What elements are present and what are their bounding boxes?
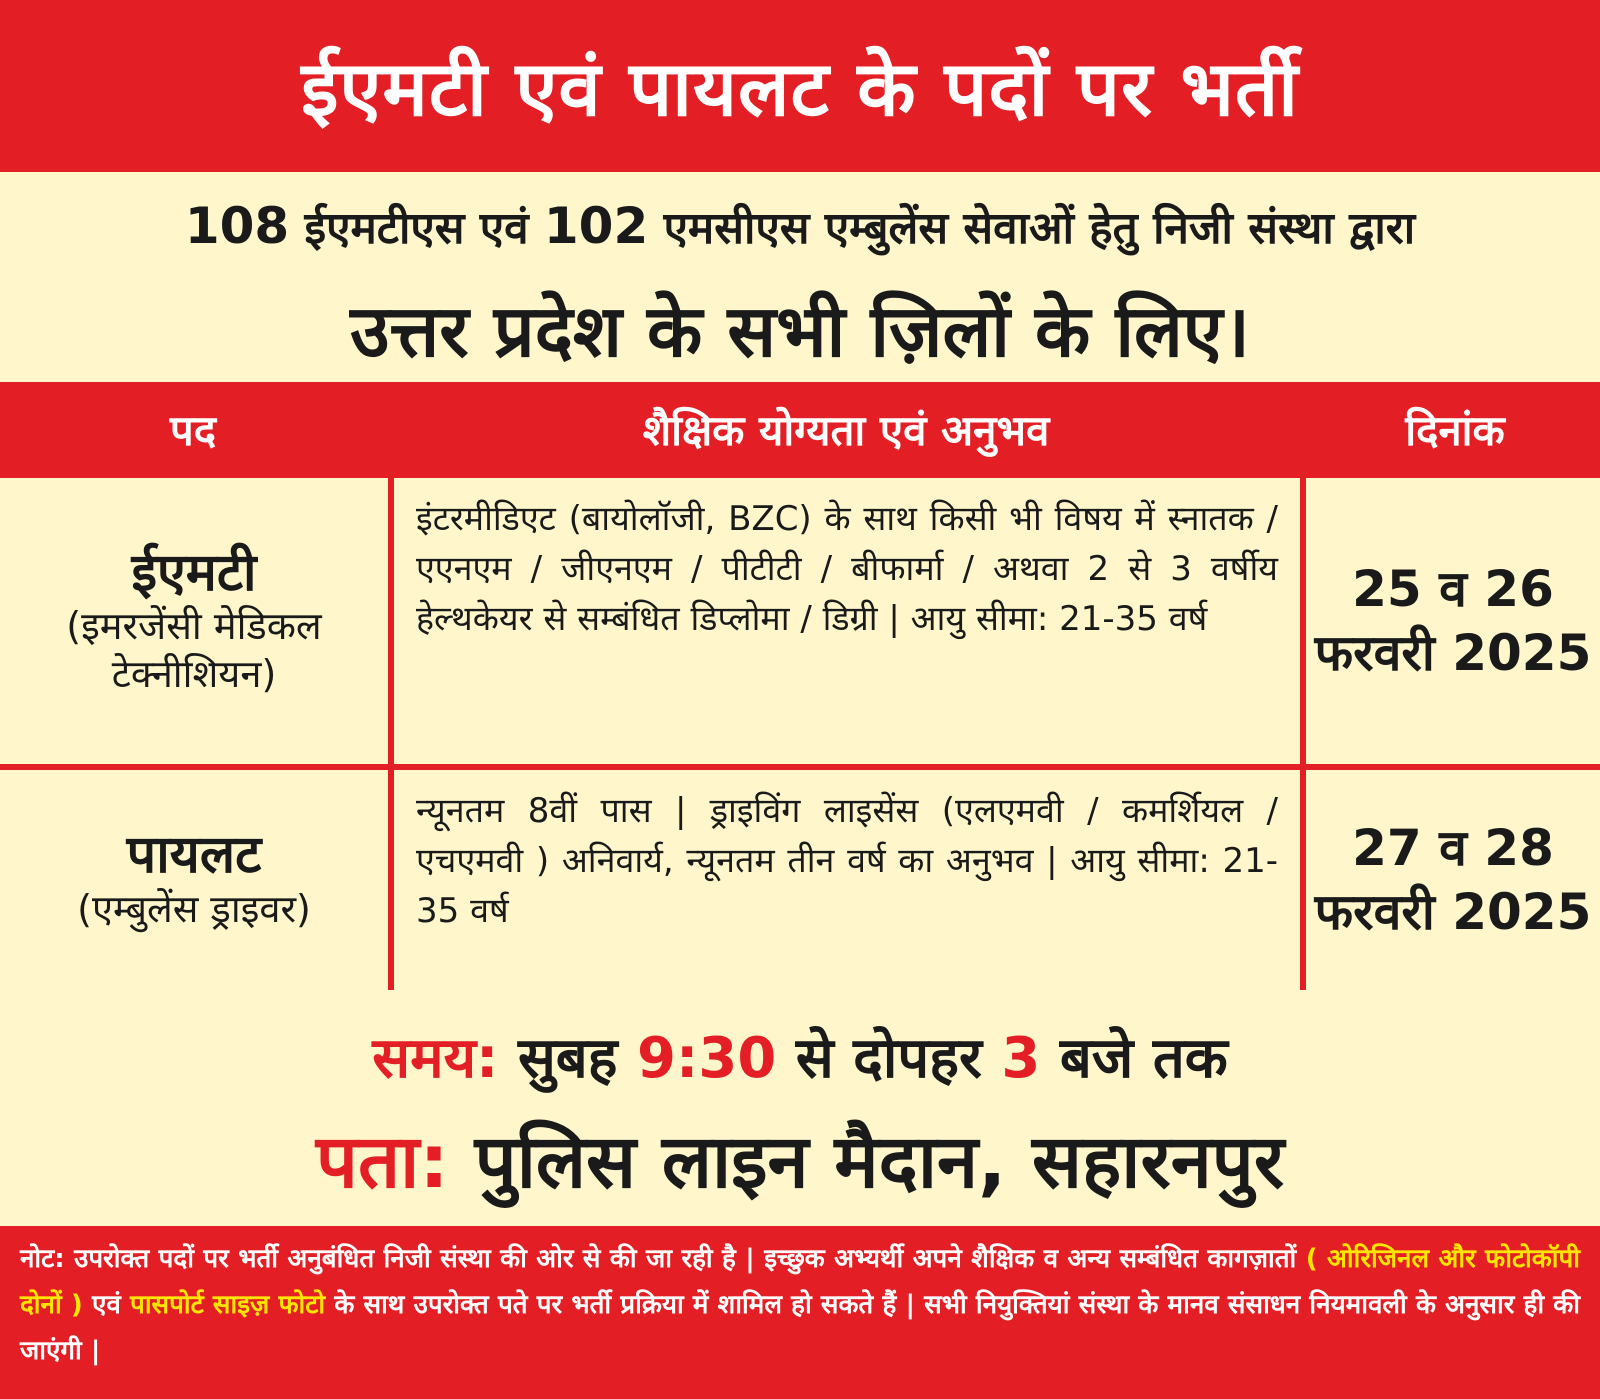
header-date [1310, 386, 1600, 472]
timing-text-3: बजे तक [1059, 1026, 1228, 1091]
note-text-3: के साथ उपरोक्त पते पर भर्ती प्रक्रिया में शामिल हो सकते हैं | सभी नियुक्तियां संस्था के मानव संसाधन नियमावली के अनुसार ही की जाएंगी | [20, 1290, 1580, 1366]
header-post-label: पद [169, 405, 217, 455]
table-row-emt-date [1306, 478, 1600, 764]
intro-text-2: एमसीएस एम्बुलेंस सेवाओं हेतु निजी संस्था द्वारा [663, 203, 1416, 254]
address-line [0, 1108, 1600, 1209]
note-highlight-photo: पासपोर्ट साइज़ फोटो [130, 1290, 326, 1320]
post-full-name: (इमरजेंसी मेडिकल टेक्नीशियन) [66, 604, 322, 696]
timing-text-1: सुबह [517, 1026, 618, 1091]
post-name: पायलट [126, 825, 262, 886]
table-row-pilot-date [1306, 770, 1600, 990]
table-row-emt-qualification: इंटरमीडिएट (बायोलॉजी, BZC) के साथ किसी भी विषय में स्नातक / एएनएम / जीएनएम / पीटीटी / बीफार्मा / अथवा 2 से 3 वर्षीय हेल्थकेयर से सम्बंधित डिप्लोमा / डिग्री | आयु सीमा: 21-35 वर्ष [394, 478, 1300, 764]
note-footer [0, 1226, 1600, 1399]
header-date-label: दिनांक [1405, 405, 1505, 455]
timing-label: समय: [372, 1026, 499, 1091]
recruitment-table [0, 382, 1600, 990]
note-text-2: एवं [92, 1290, 121, 1320]
header-qualification [394, 386, 1298, 472]
timing-start: 9:30 [637, 1026, 777, 1091]
note-highlight-documents: ( ओरिजिनल और फोटोकॉपी दोनों ) [20, 1244, 1580, 1320]
intro-text-1: ईएमटीएस एवं [304, 203, 529, 254]
date-line-2: फरवरी 2025 [1314, 624, 1592, 682]
date-line-1: 25 व 26 [1352, 560, 1554, 618]
table-row-emt-post [0, 478, 388, 764]
table-row-pilot-qualification: न्यूनतम 8वीं पास | ड्राइविंग लाइसेंस (एलएमवी / कमर्शियल / एचएमवी ) अनिवार्य, न्यूनतम तीन वर्ष का अनुभव | आयु सीमा: 21-35 वर्ष [394, 770, 1300, 990]
intro-line-1 [0, 196, 1600, 256]
post-full-name: (एम्बुलेंस ड्राइवर) [77, 887, 311, 932]
address-label: पता: [315, 1119, 449, 1205]
timing-text-2: से दोपहर [795, 1026, 982, 1091]
timing-line [0, 1018, 1600, 1094]
note-text-1: नोट: उपरोक्त पदों पर भर्ती अनुबंधित निजी संस्था की ओर से की जा रही है | इच्छुक अभ्यर्थी अपने शैक्षिक व अन्य सम्बंधित कागज़ातों [20, 1244, 1297, 1274]
intro-number-108: 108 [184, 197, 290, 255]
address-value: पुलिस लाइन मैदान, सहारनपुर [474, 1119, 1285, 1205]
intro-number-102: 102 [543, 197, 649, 255]
table-row-pilot-post [0, 770, 388, 990]
title-banner [0, 0, 1600, 172]
date-line-1: 27 व 28 [1352, 819, 1554, 877]
timing-end: 3 [1001, 1026, 1041, 1091]
page-title: ईएमटी एवं पायलट के पदों पर भर्ती [301, 43, 1299, 133]
header-qualification-label: शैक्षिक योग्यता एवं अनुभव [642, 405, 1050, 455]
header-post [4, 386, 382, 472]
intro-line-2: उत्तर प्रदेश के सभी ज़िलों के लिए। [350, 289, 1250, 373]
date-line-2: फरवरी 2025 [1314, 883, 1592, 941]
post-name: ईएमटी [131, 542, 257, 603]
